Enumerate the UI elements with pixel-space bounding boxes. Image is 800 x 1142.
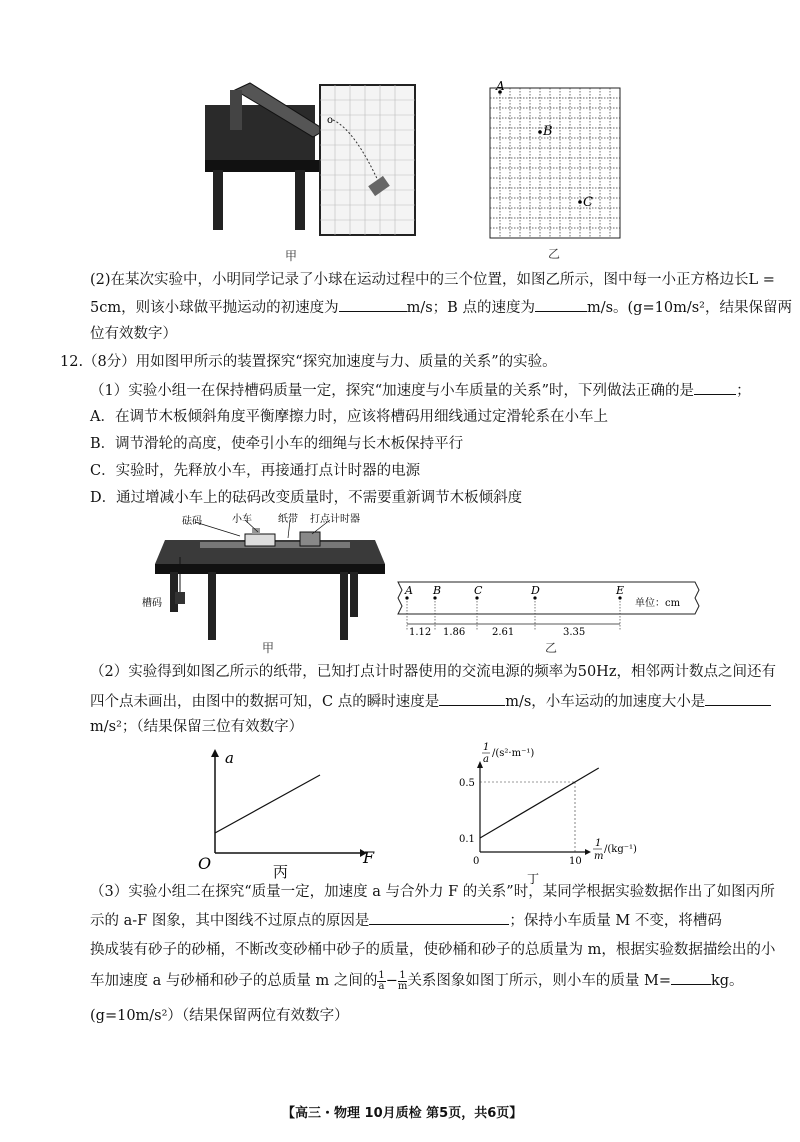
ding-x-num: 1 xyxy=(595,838,602,849)
q12-part3-line3: 换成装有砂子的砂桶，不断改变砂桶中砂子的质量，使砂桶和砂子的总质量为 m，根据实验数据描绘出的小 xyxy=(90,942,776,958)
caption-jia-top: 甲 xyxy=(285,249,298,263)
blank-acceleration[interactable] xyxy=(705,691,771,706)
bing-caption: 丙 xyxy=(273,863,289,881)
tape-unit: 单位：cm xyxy=(635,598,681,609)
ding-x-tick: 10 xyxy=(569,856,582,867)
q11-2-line2: 5cm，则该小球做平抛运动的初速度为 m/s；B 点的速度为 m/s。(g=10m/s²，结果保留两 xyxy=(90,297,792,318)
q12-part2-line1: （2）实验得到如图乙所示的纸带，已知打点计时器使用的交流电源的频率为50Hz，相邻两计数点之间还有 xyxy=(90,664,776,680)
option-a: A．在调节木板倾斜角度平衡摩擦力时，应该将槽码用细线通过定滑轮系在小车上 xyxy=(90,409,608,425)
graph-ding xyxy=(445,740,645,885)
ding-y-den: a xyxy=(483,754,489,765)
q11-2-line1: (2)在某次实验中，小明同学记录了小球在运动过程中的三个位置，如图乙所示，图中每一小正方格边长L = xyxy=(90,272,775,288)
q12-part3-line1: （3）实验小组二在探究“质量一定，加速度 a 与合外力 F 的关系”时，某同学根据实验数据作出了如图丙所 xyxy=(90,884,775,900)
q12-title: 12.（8分）用如图甲所示的装置探究“探究加速度与力、质量的关系”的实验。 xyxy=(60,354,557,370)
caption-yi-top: 乙 xyxy=(548,247,561,261)
caption-yi-mid: 乙 xyxy=(545,641,558,655)
figure-yi-grid xyxy=(485,80,625,240)
q12-part3-line5: (g=10m/s²）（结果保留两位有效数字） xyxy=(90,1008,349,1024)
q12-part3-line4: 车加速度 a 与砂桶和砂子的总质量 m 之间的 $\frac{1}{a}$ − $\frac{1}{m}$ 关系图象如图丁所示，则小车的质量 M= kg。 xyxy=(90,969,744,992)
graph-bing xyxy=(195,745,375,881)
label-hanging-mass: 槽码 xyxy=(142,598,162,609)
bing-y-label: a xyxy=(225,749,234,767)
figure-jia-top xyxy=(195,75,425,260)
tape-point-c: C xyxy=(474,584,483,597)
ding-line xyxy=(480,768,599,838)
q11-2-line3: 位有效数字） xyxy=(90,326,177,342)
label-cart: 小车 xyxy=(232,514,252,525)
figure-paper-tape xyxy=(395,578,705,638)
grid-point-a: A xyxy=(496,79,505,93)
q12-part2-line2: 四个点未画出，由图中的数据可知，C 点的瞬时速度是 m/s，小车运动的加速度大小是 xyxy=(90,691,771,712)
figure-apparatus xyxy=(140,512,390,642)
tape-point-a: A xyxy=(405,584,413,597)
ding-y-tick-01: 0.1 xyxy=(459,834,475,845)
ding-y-num: 1 xyxy=(483,742,490,753)
ball-label: o xyxy=(327,115,334,126)
blank-cart-mass[interactable] xyxy=(671,970,711,985)
tape-gap-ab: 1.12 xyxy=(409,627,432,638)
ding-y-unit: /(s²·m⁻¹) xyxy=(492,748,535,759)
blank-part1-answer[interactable] xyxy=(694,380,736,395)
tape-gap-bc: 1.86 xyxy=(443,627,466,638)
label-timer: 打点计时器 xyxy=(310,514,360,525)
page-footer: 【高三・物理 10月质检 第5页，共6页】 xyxy=(282,1106,523,1121)
ding-gridlines xyxy=(480,782,575,852)
tape-point-b: B xyxy=(433,584,442,597)
blank-initial-velocity[interactable] xyxy=(339,297,407,312)
ding-caption: 丁 xyxy=(527,872,540,886)
grid-point-c: C xyxy=(583,195,593,210)
tape-point-e: E xyxy=(616,584,625,597)
tape-point-d: D xyxy=(531,584,540,597)
label-tape: 纸带 xyxy=(278,514,298,525)
q12-part1: （1）实验小组一在保持槽码质量一定，探究“加速度与小车质量的关系”时，下列做法正确的是 ； xyxy=(90,380,751,401)
option-c: C．实验时，先释放小车，再接通打点计时器的电源 xyxy=(90,463,421,479)
bing-line xyxy=(215,775,320,833)
grid-point-b: B xyxy=(543,124,553,139)
option-b: B．调节滑轮的高度，使牵引小车的细绳与长木板保持平行 xyxy=(90,436,464,452)
ding-x-den: m xyxy=(594,851,604,862)
bing-x-label: F xyxy=(363,848,375,867)
caption-jia-mid: 甲 xyxy=(262,641,275,655)
tape-gap-cd: 2.61 xyxy=(492,627,515,638)
option-d: D．通过增减小车上的砝码改变质量时，不需要重新调节木板倾斜度 xyxy=(90,490,523,506)
blank-b-velocity[interactable] xyxy=(535,297,587,312)
tape-gap-de: 3.35 xyxy=(563,627,586,638)
label-weights: 砝码 xyxy=(182,516,202,527)
ding-x-unit: /(kg⁻¹) xyxy=(604,844,637,855)
ding-y-tick-05: 0.5 xyxy=(459,778,475,789)
bing-origin: O xyxy=(198,854,212,873)
q12-part2-line3: m/s²；（结果保留三位有效数字） xyxy=(90,719,304,735)
blank-c-velocity[interactable] xyxy=(439,691,505,706)
q12-part3-line2: 示的 a-F 图象，其中图线不过原点的原因是 ；保持小车质量 M 不变，将槽码 xyxy=(90,910,722,931)
ding-origin: 0 xyxy=(473,856,480,867)
blank-reason[interactable] xyxy=(369,910,509,925)
